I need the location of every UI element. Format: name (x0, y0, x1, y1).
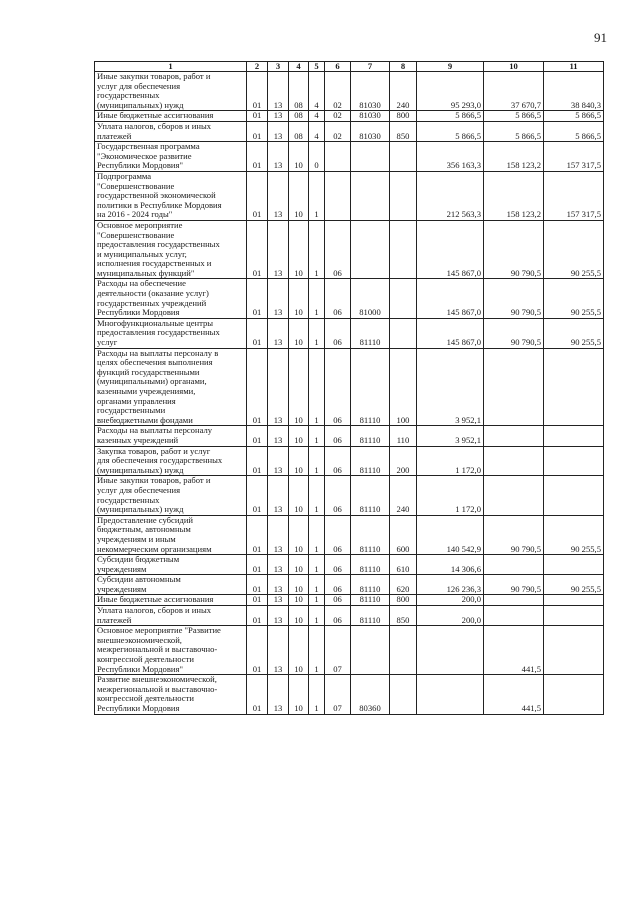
direction-code-cell: 81110 (351, 555, 390, 575)
subsection-code-cell: 13 (268, 121, 289, 141)
column-header: 11 (544, 62, 604, 72)
subsection-code-cell: 13 (268, 476, 289, 515)
subprogram-code-cell: 1 (309, 220, 325, 279)
subprogram-code-cell: 1 (309, 171, 325, 220)
row-name-cell: Субсидии бюджетным учреждениям (95, 555, 247, 575)
amount-cell (484, 606, 544, 626)
subprogram-code-cell: 1 (309, 626, 325, 675)
table-row (95, 476, 604, 515)
amount-cell: 158 123,2 (484, 142, 544, 172)
program-code-cell: 10 (289, 555, 309, 575)
amount-cell: 5 866,5 (544, 121, 604, 141)
amount-cell (544, 595, 604, 606)
table-row (95, 220, 604, 279)
amount-cell (544, 426, 604, 446)
direction-code-cell (351, 171, 390, 220)
amount-cell: 200,0 (417, 595, 484, 606)
subprogram-code-cell: 1 (309, 606, 325, 626)
direction-code-cell: 80360 (351, 675, 390, 714)
amount-cell: 126 236,3 (417, 575, 484, 595)
table-row (95, 446, 604, 476)
section-code-cell: 01 (247, 595, 268, 606)
measure-code-cell: 07 (325, 675, 351, 714)
subprogram-code-cell: 1 (309, 575, 325, 595)
column-header: 1 (95, 62, 247, 72)
row-name-cell: Государственная программа "Экономическое развитие Республики Мордовия" (95, 142, 247, 172)
subprogram-code-cell: 1 (309, 476, 325, 515)
program-code-cell: 10 (289, 606, 309, 626)
row-name-cell: Основное мероприятие "Развитие внешнеэкономической, межрегиональной и выставочно- конгрессной деятельности Республики Мордовия" (95, 626, 247, 675)
direction-code-cell (351, 142, 390, 172)
direction-code-cell: 81110 (351, 318, 390, 348)
measure-code-cell: 06 (325, 575, 351, 595)
measure-code-cell: 06 (325, 220, 351, 279)
expense-type-cell: 610 (390, 555, 417, 575)
section-code-cell: 01 (247, 606, 268, 626)
amount-cell: 5 866,5 (544, 111, 604, 122)
amount-cell: 157 317,5 (544, 142, 604, 172)
direction-code-cell (351, 626, 390, 675)
amount-cell (484, 348, 544, 426)
section-code-cell: 01 (247, 171, 268, 220)
direction-code-cell: 81110 (351, 515, 390, 554)
table-row (95, 279, 604, 318)
amount-cell: 3 952,1 (417, 426, 484, 446)
amount-cell (544, 626, 604, 675)
amount-cell (484, 595, 544, 606)
amount-cell: 5 866,5 (417, 121, 484, 141)
column-header: 7 (351, 62, 390, 72)
section-code-cell: 01 (247, 555, 268, 575)
amount-cell (544, 348, 604, 426)
row-name-cell: Расходы на выплаты персоналу в целях обеспечения выполнения функций государственными (муниципальными) органами, казенными учреждениями, органами управления государственными внебюджетными фондами (95, 348, 247, 426)
amount-cell: 37 670,7 (484, 72, 544, 111)
amount-cell: 3 952,1 (417, 348, 484, 426)
subsection-code-cell: 13 (268, 279, 289, 318)
section-code-cell: 01 (247, 111, 268, 122)
subsection-code-cell: 13 (268, 171, 289, 220)
subsection-code-cell: 13 (268, 348, 289, 426)
column-header: 2 (247, 62, 268, 72)
amount-cell (484, 476, 544, 515)
amount-cell (484, 426, 544, 446)
section-code-cell: 01 (247, 72, 268, 111)
subprogram-code-cell: 1 (309, 446, 325, 476)
subprogram-code-cell: 1 (309, 348, 325, 426)
column-header: 5 (309, 62, 325, 72)
section-code-cell: 01 (247, 446, 268, 476)
direction-code-cell: 81030 (351, 121, 390, 141)
program-code-cell: 10 (289, 626, 309, 675)
section-code-cell: 01 (247, 626, 268, 675)
program-code-cell: 08 (289, 121, 309, 141)
table-row (95, 555, 604, 575)
measure-code-cell: 06 (325, 595, 351, 606)
program-code-cell: 10 (289, 348, 309, 426)
table-row (95, 515, 604, 554)
amount-cell (417, 626, 484, 675)
amount-cell: 90 255,5 (544, 575, 604, 595)
subprogram-code-cell: 4 (309, 121, 325, 141)
row-name-cell: Иные бюджетные ассигнования (95, 111, 247, 122)
amount-cell (484, 555, 544, 575)
row-name-cell: Предоставление субсидий бюджетным, автономным учреждениям и иным некоммерческим организациям (95, 515, 247, 554)
column-header: 10 (484, 62, 544, 72)
subsection-code-cell: 13 (268, 675, 289, 714)
amount-cell: 5 866,5 (484, 121, 544, 141)
program-code-cell: 10 (289, 171, 309, 220)
expense-type-cell: 240 (390, 476, 417, 515)
row-name-cell: Иные закупки товаров, работ и услуг для обеспечения государственных (муниципальных) нужд (95, 72, 247, 111)
amount-cell: 145 867,0 (417, 318, 484, 348)
column-header: 4 (289, 62, 309, 72)
amount-cell (484, 446, 544, 476)
measure-code-cell: 06 (325, 515, 351, 554)
expense-type-cell: 110 (390, 426, 417, 446)
subsection-code-cell: 13 (268, 515, 289, 554)
expense-type-cell: 240 (390, 72, 417, 111)
amount-cell: 90 255,5 (544, 279, 604, 318)
program-code-cell: 10 (289, 279, 309, 318)
table-row (95, 606, 604, 626)
table-row (95, 426, 604, 446)
row-name-cell: Подпрограмма "Совершенствование государственной экономической политики в Республике Мордовия на 2016 - 2024 годы" (95, 171, 247, 220)
amount-cell: 38 840,3 (544, 72, 604, 111)
subsection-code-cell: 13 (268, 426, 289, 446)
column-header: 8 (390, 62, 417, 72)
amount-cell: 145 867,0 (417, 220, 484, 279)
subprogram-code-cell: 4 (309, 72, 325, 111)
amount-cell: 200,0 (417, 606, 484, 626)
subsection-code-cell: 13 (268, 220, 289, 279)
amount-cell: 5 866,5 (484, 111, 544, 122)
subsection-code-cell: 13 (268, 111, 289, 122)
table-row (95, 575, 604, 595)
direction-code-cell: 81110 (351, 606, 390, 626)
row-name-cell: Расходы на обеспечение деятельности (оказание услуг) государственных учреждений Республики Мордовия (95, 279, 247, 318)
amount-cell (544, 446, 604, 476)
amount-cell: 1 172,0 (417, 476, 484, 515)
expense-type-cell (390, 171, 417, 220)
row-name-cell: Уплата налогов, сборов и иных платежей (95, 121, 247, 141)
program-code-cell: 10 (289, 595, 309, 606)
section-code-cell: 01 (247, 515, 268, 554)
program-code-cell: 10 (289, 575, 309, 595)
row-name-cell: Основное мероприятие "Совершенствование предоставления государственных и муниципальных услуг, исполнения государственных и муниципальных функций" (95, 220, 247, 279)
amount-cell: 145 867,0 (417, 279, 484, 318)
section-code-cell: 01 (247, 575, 268, 595)
expense-type-cell: 850 (390, 606, 417, 626)
table-row (95, 318, 604, 348)
section-code-cell: 01 (247, 675, 268, 714)
measure-code-cell (325, 142, 351, 172)
measure-code-cell: 02 (325, 121, 351, 141)
measure-code-cell: 06 (325, 348, 351, 426)
measure-code-cell: 02 (325, 72, 351, 111)
expense-type-cell (390, 279, 417, 318)
measure-code-cell: 06 (325, 476, 351, 515)
direction-code-cell: 81110 (351, 446, 390, 476)
program-code-cell: 10 (289, 142, 309, 172)
amount-cell (417, 675, 484, 714)
table-row (95, 171, 604, 220)
subsection-code-cell: 13 (268, 606, 289, 626)
program-code-cell: 10 (289, 446, 309, 476)
section-code-cell: 01 (247, 426, 268, 446)
subsection-code-cell: 13 (268, 142, 289, 172)
subprogram-code-cell: 1 (309, 675, 325, 714)
expense-type-cell: 100 (390, 348, 417, 426)
subsection-code-cell: 13 (268, 555, 289, 575)
table-row (95, 111, 604, 122)
subprogram-code-cell: 1 (309, 555, 325, 575)
table-row (95, 121, 604, 141)
amount-cell: 90 255,5 (544, 220, 604, 279)
amount-cell: 1 172,0 (417, 446, 484, 476)
program-code-cell: 10 (289, 318, 309, 348)
amount-cell: 356 163,3 (417, 142, 484, 172)
amount-cell: 5 866,5 (417, 111, 484, 122)
section-code-cell: 01 (247, 142, 268, 172)
header-row (95, 62, 604, 72)
program-code-cell: 10 (289, 476, 309, 515)
expense-type-cell: 200 (390, 446, 417, 476)
expense-type-cell: 620 (390, 575, 417, 595)
expense-type-cell (390, 142, 417, 172)
amount-cell: 90 790,5 (484, 318, 544, 348)
page-number: 91 (594, 30, 607, 45)
section-code-cell: 01 (247, 476, 268, 515)
row-name-cell: Развитие внешнеэкономической, межрегиональной и выставочно- конгрессной деятельности Республики Мордовия (95, 675, 247, 714)
table-row (95, 595, 604, 606)
subprogram-code-cell: 1 (309, 595, 325, 606)
column-header: 9 (417, 62, 484, 72)
direction-code-cell: 81110 (351, 575, 390, 595)
measure-code-cell: 02 (325, 111, 351, 122)
subprogram-code-cell: 4 (309, 111, 325, 122)
row-name-cell: Многофункциональные центры предоставления государственных услуг (95, 318, 247, 348)
direction-code-cell (351, 220, 390, 279)
section-code-cell: 01 (247, 348, 268, 426)
budget-table (94, 61, 604, 715)
table-row (95, 626, 604, 675)
subsection-code-cell: 13 (268, 575, 289, 595)
column-header: 3 (268, 62, 289, 72)
section-code-cell: 01 (247, 279, 268, 318)
amount-cell: 90 790,5 (484, 515, 544, 554)
amount-cell: 212 563,3 (417, 171, 484, 220)
amount-cell: 158 123,2 (484, 171, 544, 220)
measure-code-cell (325, 171, 351, 220)
row-name-cell: Иные бюджетные ассигнования (95, 595, 247, 606)
subprogram-code-cell: 1 (309, 318, 325, 348)
subsection-code-cell: 13 (268, 626, 289, 675)
measure-code-cell: 06 (325, 318, 351, 348)
program-code-cell: 10 (289, 426, 309, 446)
table-row (95, 72, 604, 111)
amount-cell: 157 317,5 (544, 171, 604, 220)
subprogram-code-cell: 1 (309, 426, 325, 446)
program-code-cell: 08 (289, 72, 309, 111)
subsection-code-cell: 13 (268, 595, 289, 606)
table-row (95, 142, 604, 172)
subsection-code-cell: 13 (268, 72, 289, 111)
direction-code-cell: 81000 (351, 279, 390, 318)
table-row (95, 675, 604, 714)
amount-cell: 90 255,5 (544, 515, 604, 554)
row-name-cell: Иные закупки товаров, работ и услуг для обеспечения государственных (муниципальных) нужд (95, 476, 247, 515)
column-header: 6 (325, 62, 351, 72)
measure-code-cell: 06 (325, 446, 351, 476)
direction-code-cell: 81110 (351, 476, 390, 515)
amount-cell: 90 790,5 (484, 220, 544, 279)
expense-type-cell (390, 318, 417, 348)
measure-code-cell: 06 (325, 606, 351, 626)
table-row (95, 348, 604, 426)
row-name-cell: Расходы на выплаты персоналу казенных учреждений (95, 426, 247, 446)
subsection-code-cell: 13 (268, 318, 289, 348)
amount-cell: 90 255,5 (544, 318, 604, 348)
expense-type-cell: 800 (390, 111, 417, 122)
row-name-cell: Уплата налогов, сборов и иных платежей (95, 606, 247, 626)
direction-code-cell: 81030 (351, 72, 390, 111)
amount-cell: 441,5 (484, 626, 544, 675)
subprogram-code-cell: 1 (309, 279, 325, 318)
program-code-cell: 10 (289, 515, 309, 554)
amount-cell (544, 555, 604, 575)
direction-code-cell: 81110 (351, 348, 390, 426)
subprogram-code-cell: 0 (309, 142, 325, 172)
row-name-cell: Субсидии автономным учреждениям (95, 575, 247, 595)
expense-type-cell: 850 (390, 121, 417, 141)
expense-type-cell: 600 (390, 515, 417, 554)
expense-type-cell (390, 675, 417, 714)
amount-cell: 140 542,9 (417, 515, 484, 554)
measure-code-cell: 07 (325, 626, 351, 675)
direction-code-cell: 81030 (351, 111, 390, 122)
amount-cell: 441,5 (484, 675, 544, 714)
program-code-cell: 10 (289, 220, 309, 279)
subsection-code-cell: 13 (268, 446, 289, 476)
program-code-cell: 08 (289, 111, 309, 122)
subprogram-code-cell: 1 (309, 515, 325, 554)
amount-cell (544, 675, 604, 714)
direction-code-cell: 81110 (351, 595, 390, 606)
expense-type-cell: 800 (390, 595, 417, 606)
program-code-cell: 10 (289, 675, 309, 714)
section-code-cell: 01 (247, 318, 268, 348)
expense-type-cell (390, 220, 417, 279)
measure-code-cell: 06 (325, 426, 351, 446)
measure-code-cell: 06 (325, 279, 351, 318)
row-name-cell: Закупка товаров, работ и услуг для обеспечения государственных (муниципальных) нужд (95, 446, 247, 476)
amount-cell: 95 293,0 (417, 72, 484, 111)
amount-cell: 14 306,6 (417, 555, 484, 575)
measure-code-cell: 06 (325, 555, 351, 575)
expense-type-cell (390, 626, 417, 675)
amount-cell: 90 790,5 (484, 279, 544, 318)
section-code-cell: 01 (247, 121, 268, 141)
direction-code-cell: 81110 (351, 426, 390, 446)
amount-cell (544, 476, 604, 515)
section-code-cell: 01 (247, 220, 268, 279)
amount-cell: 90 790,5 (484, 575, 544, 595)
amount-cell (544, 606, 604, 626)
